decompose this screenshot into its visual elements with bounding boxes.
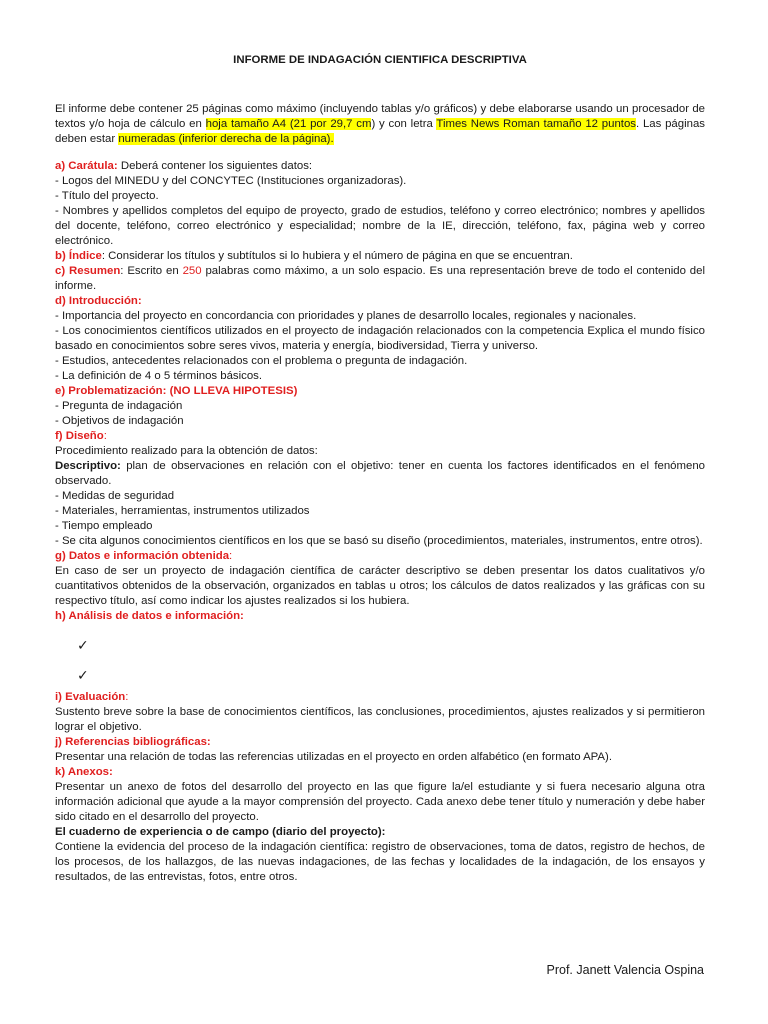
referencias-text: Presentar una relación de todas las referencias utilizadas en el proyecto en orden alfabético (en formato APA).: [55, 751, 612, 763]
heading-introduccion: d) Introducción:: [55, 295, 142, 307]
checkmark-icon: ✓: [77, 667, 89, 683]
list-item: - Pregunta de indagación: [55, 400, 183, 412]
list-item: - La definición de 4 o 5 términos básicos.: [55, 370, 263, 382]
heading-diseno: f) Diseño: [55, 430, 104, 442]
list-item: - Nombres y apellidos completos del equipo de proyecto, grado de estudios, teléfono y correo electrónico; nombres y apellidos del docente, teléfono, correo electrónico y especialidad; nombre de la IE, dirección, teléfono, fax, página web y correo electrónico.: [55, 205, 705, 247]
descriptivo-label: Descriptivo:: [55, 460, 121, 472]
anexos-text: Presentar un anexo de fotos del desarrollo del proyecto en las que figure la/el estudiante y si fuera necesario alguna otra información adicional que ayude a la mayor comprensión del proyecto. Cada anexo debe tener título y numeración y debe haber sido citado en el desarrollo del proyecto.: [55, 781, 705, 823]
intro-text-1: El informe debe contener 25 páginas como máximo (incluyendo tablas y/o gráficos) y debe elaborarse usando un procesador de textos y/o hoja de cálculo en: [55, 103, 705, 130]
signature: Prof. Janett Valencia Ospina: [546, 963, 704, 977]
descriptivo-text: plan de observaciones en relación con el objetivo: tener en cuenta los factores identificados en el fenómeno observado.: [55, 460, 705, 487]
section-caratula: [55, 159, 705, 174]
indice-text: : Considerar los títulos y subtítulos si lo hubiera y el número de página en que se encuentran.: [101, 250, 573, 262]
list-item: - Medidas de seguridad: [55, 490, 175, 502]
list-item: - Materiales, herramientas, instrumentos utilizados: [55, 505, 310, 517]
cuaderno-text: Contiene la evidencia del proceso de la indagación científica: registro de observaciones, toma de datos, registro de hechos, de los procesos, de los hallazgos, de las nuevas indagaciones, de las fechas y localidades de la indagación, de los ensayos y resultados, de las entrevistas, fotos, entre otros.: [55, 841, 705, 883]
highlight-numbering: numeradas (inferior derecha de la página).: [118, 133, 334, 145]
highlight-paper-size: hoja tamaño A4 (21 por 29,7 cm: [205, 118, 372, 130]
list-item: - Los conocimientos científicos utilizados en el proyecto de indagación relacionados con la competencia Explica el mundo físico basado en conocimientos sobre seres vivos, materia y energía, biodiversidad, Tierra y universo.: [55, 325, 705, 352]
list-item: - Importancia del proyecto en concordancia con prioridades y planes de desarrollo locales, regionales y nacionales.: [55, 310, 637, 322]
list-item: - Estudios, antecedentes relacionados con el problema o pregunta de indagación.: [55, 355, 468, 367]
heading-referencias: j) Referencias bibliográficas:: [55, 736, 211, 748]
intro-text-2: ) y con letra: [371, 118, 437, 130]
heading-caratula: a) Carátula:: [55, 160, 118, 172]
caratula-text: Deberá contener los siguientes datos:: [117, 160, 313, 172]
heading-analisis: h) Análisis de datos e información:: [55, 610, 244, 622]
diseno-text: Procedimiento realizado para la obtención de datos:: [55, 445, 318, 457]
section-resumen: [55, 264, 705, 294]
intro-text-3: . Las páginas deben estar: [55, 118, 706, 145]
heading-datos: g) Datos e información obtenida: [55, 550, 230, 562]
document-title: INFORME DE INDAGACIÓN CIENTIFICA DESCRIPTIVA: [233, 54, 527, 66]
list-item: - Se cita algunos conocimientos científicos en los que se basó su diseño (procedimientos, materiales, instrumentos, entre otros).: [55, 535, 703, 547]
heading-resumen: c) Resumen: [55, 265, 121, 277]
highlight-font: Times News Roman tamaño 12 puntos: [436, 118, 636, 130]
list-item: - Logos del MINEDU y del CONCYTEC (Instituciones organizadoras).: [55, 175, 407, 187]
section-diseno: [55, 429, 705, 444]
checkmark-icon: ✓: [77, 637, 89, 653]
section-evaluacion: [55, 690, 705, 705]
list-item: - Tiempo empleado: [55, 520, 153, 532]
evaluacion-colon: :: [125, 691, 129, 703]
section-indice: [55, 249, 705, 264]
heading-cuaderno: El cuaderno de experiencia o de campo (diario del proyecto):: [55, 826, 386, 838]
resumen-text-1: : Escrito en: [120, 265, 183, 277]
evaluacion-text: Sustento breve sobre la base de conocimientos científicos, las conclusiones, procedimientos, ajustes realizados y si permitieron lograr el objetivo.: [55, 706, 705, 733]
intro-paragraph: [55, 102, 705, 147]
diseno-descriptivo: [55, 459, 705, 489]
resumen-word-count: 250: [182, 265, 202, 277]
heading-evaluacion: i) Evaluación: [55, 691, 126, 703]
heading-problematizacion: e) Problematización: (NO LLEVA HIPOTESIS): [55, 385, 298, 397]
datos-text: En caso de ser un proyecto de indagación científica de carácter descriptivo se deben presentar los datos cualitativos y/o cuantitativos obtenidos de la observación, organizados en tablas u otros; los cálculos de datos realizados y las gráficas con su respectivo título, así como indicar los ajustes realizados si los hubiera.: [55, 565, 705, 607]
heading-indice: b) Índice: [55, 250, 102, 262]
resumen-text-2: palabras como máximo, a un solo espacio. Es una representación breve de todo el contenido del informe.: [55, 265, 705, 292]
heading-anexos: k) Anexos:: [55, 766, 113, 778]
list-item: - Título del proyecto.: [55, 190, 159, 202]
list-item: - Objetivos de indagación: [55, 415, 184, 427]
section-datos: [55, 549, 705, 564]
diseno-colon: :: [103, 430, 107, 442]
datos-colon: :: [229, 550, 233, 562]
